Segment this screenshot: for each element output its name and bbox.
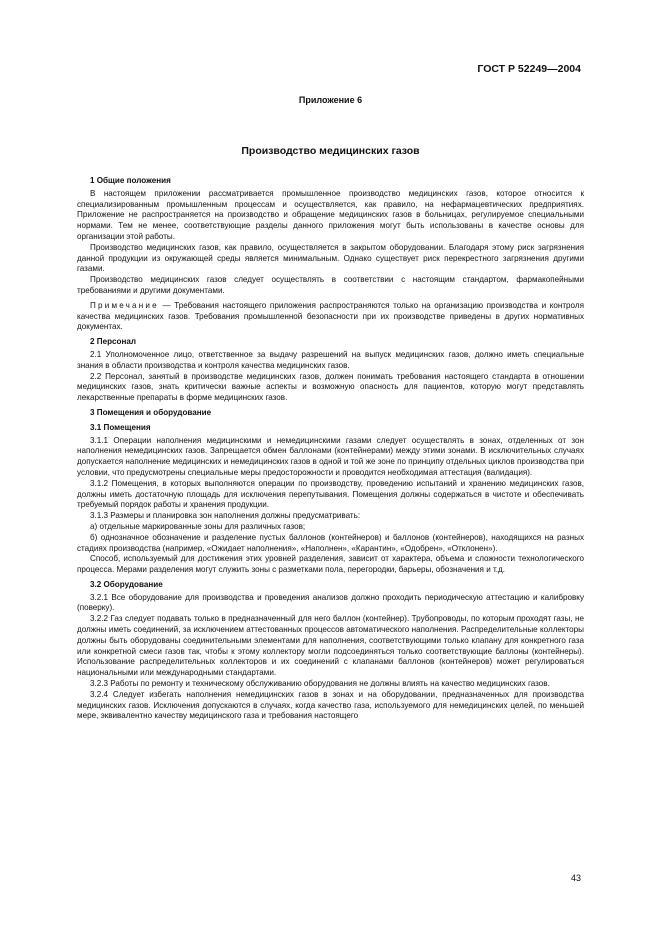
standard-code: ГОСТ Р 52249—2004: [477, 63, 581, 75]
note-label: Примечание: [90, 300, 159, 310]
paragraph: 3.1.3 Размеры и планировка зон наполнения должны предусматривать:: [90, 511, 361, 521]
note-paragraph: [77, 301, 584, 333]
section-heading: 3 Помещения и оборудование: [90, 407, 212, 417]
paragraph: 3.2.1 Все оборудование для производства и проведения анализов должно проходить периодическую аттестацию и калибровку (поверку).: [77, 592, 584, 613]
subsection-heading: 3.1 Помещения: [90, 422, 151, 432]
paragraph: 3.1.2 Помещения, в которых выполняются операции по производству, проведению испытаний и хранению медицинских газов, должны иметь достаточную площадь для исключения перепутывания. Помещения должны содержаться в чистоте и обеспечивать требуемый порядок работы и хранения продукции.: [77, 478, 584, 510]
paragraph: 3.1.1 Операции наполнения медицинскими и немедицинскими газами следует осуществлять в зонах, отделенных от зон наполнения немедицинских газов. Запрещается обмен баллонами (контейнерами) между этими зонами. В исключительных случаях допускается наполнение медицинских и немедицинских газов в одной и той же зоне по принципу отдельных циклов производства при условии, что предусмотрены специальные меры предосторожности и проводится необходимая аттестация (валидация).: [77, 435, 584, 477]
paragraph: Производство медицинских газов следует осуществлять в соответствии с настоящим стандартом, фармакопейными требованиями и другими документами.: [77, 275, 584, 295]
paragraph: 3.2.3 Работы по ремонту и техническому обслуживанию оборудования не должны влиять на качество медицинских газов.: [90, 679, 550, 689]
subsection-heading: 3.2 Оборудование: [90, 579, 163, 589]
paragraph: 2.1 Уполномоченное лицо, ответственное за выдачу разрешений на выпуск медицинских газов, должно иметь специальные знания в области производства и контроля качества медицинских газов.: [77, 349, 584, 370]
paragraph: В настоящем приложении рассматривается промышленное производство медицинских газов, которое относится к специализированным промышленным процессам и осуществляется, как правило, на нефармацевтических предприятиях. Приложение не распространяется на производство и обращение медицинских газов в больницах, регулируемое специальными нормами. Тем не менее, соответствующие разделы данного приложения могут быть использованы в качестве основы для организации этой работы.: [77, 188, 584, 241]
paragraph: Производство медицинских газов, как правило, осуществляется в закрытом оборудовании. Благодаря этому риск загрязнения данной продукции из окружающей среды является минимальным. Однако существует риск перекрестного загрязнения другими газами.: [77, 242, 584, 274]
list-item: а) отдельные маркированные зоны для различных газов;: [90, 521, 306, 531]
note-text: — Требования настоящего приложения распространяются только на организацию производства и контроля качества медицинских газов. Требования промышленной безопасности при их производстве приведены в других нормативных документах.: [77, 300, 584, 332]
section-heading: 1 Общие положения: [90, 176, 171, 185]
paragraph: 2.2 Персонал, занятый в производстве медицинских газов, должен понимать требования настоящего стандарта в отношении медицинских газов, знать критически важные аспекты и возможную опасность для пациентов, которую могут представлять лекарственные препараты в форме медицинских газов.: [77, 371, 584, 403]
document-title: Производство медицинских газов: [241, 145, 420, 157]
paragraph: 3.2.2 Газ следует подавать только в предназначенный для него баллон (контейнер). Трубопроводы, по которым проходят газы, не должны иметь соединений, за исключением аттестованных процессов автоматического наполнения. Распределительные коллекторы должны быть оборудованы соединительными элементами для наполнения, соответствующими только клапану для конкретного газа или конкретной смеси газов так, чтобы к этому коллектору могли подсоединяться только соответствующие баллоны (контейнеры). Использование распределительных коллекторов и их соединений с клапанами баллонов (контейнеров) может регулироваться национальными или международными стандартами.: [77, 614, 584, 678]
paragraph: Способ, используемый для достижения этих уровней разделения, зависит от характера, объема и сложности технологического процесса. Мерами разделения могут служить зоны с разметками пола, перегородки, барьеры, обозначения и т.д.: [77, 554, 584, 575]
document-body: [77, 172, 584, 722]
appendix-label: Приложение 6: [298, 95, 363, 105]
page-number: 43: [570, 873, 581, 883]
list-item: б) однозначное обозначение и разделение пустых баллонов (контейнеров) и баллонов (контейнеров), находящихся на разных стадиях производства (например, «Ожидает наполнения», «Наполнен», «Карантин», «Одобрен», «Отклонен»).: [77, 532, 584, 553]
section-heading: 2 Персонал: [90, 337, 136, 347]
paragraph: 3.2.4 Следует избегать наполнения немедицинских газов в зонах и на оборудовании, предназначенных для производства медицинских газов. Исключения допускаются в случаях, когда качество газа, используемого для немедицинских целей, по меньшей мере, эквивалентно качеству медицинского газа и требования настоящего: [77, 689, 584, 721]
